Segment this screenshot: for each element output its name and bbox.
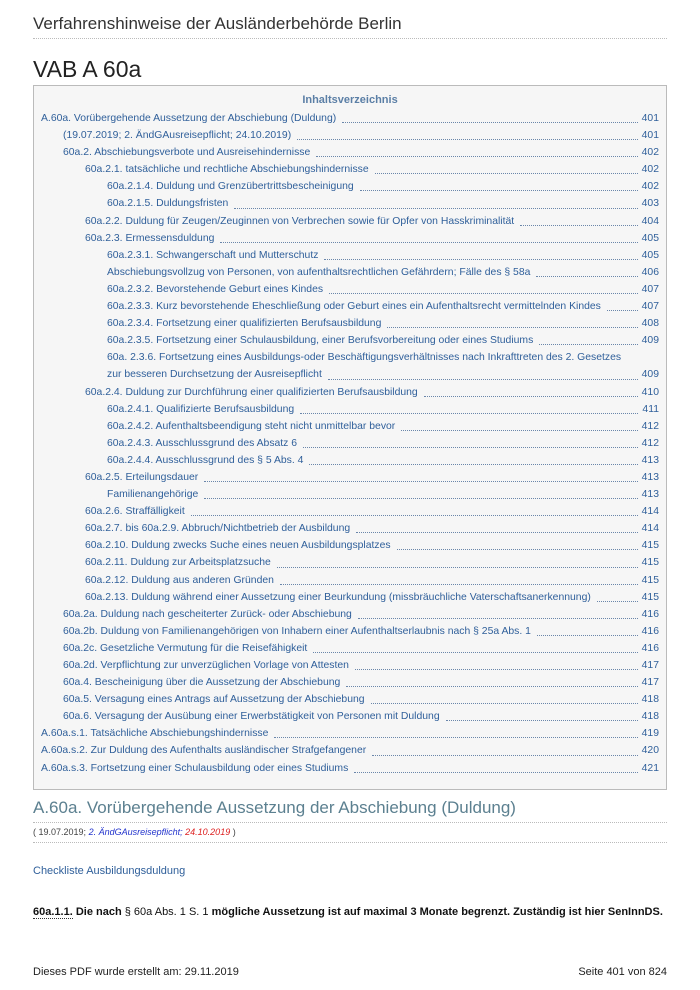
toc-leader-dots <box>313 652 637 653</box>
toc-leader-dots <box>371 703 638 704</box>
toc-entry[interactable] <box>41 298 659 315</box>
toc-entry-label: 60a.2.1. tatsächliche und rechtliche Abschiebungshindernisse <box>85 164 369 176</box>
toc-list <box>41 110 659 349</box>
toc-leader-dots <box>280 584 638 585</box>
footer-created-date: Dieses PDF wurde erstellt am: 29.11.2019 <box>33 966 239 978</box>
toc-leader-dots <box>356 532 638 533</box>
toc-entry-page: 415 <box>641 591 659 603</box>
toc-leader-dots <box>597 601 638 602</box>
toc-entry-label-line2: zur besseren Durchsetzung der Ausreisepflicht <box>107 369 322 381</box>
toc-entry-label: 60a.2.10. Duldung zwecks Suche eines neuen Ausbildungsplatzes <box>85 540 391 552</box>
paragraph-legal-ref: § 60a Abs. 1 S. 1 <box>124 906 209 918</box>
table-of-contents <box>33 85 667 790</box>
toc-entry-page: 407 <box>641 283 659 295</box>
toc-entry[interactable] <box>41 418 659 435</box>
toc-entry-label: 60a.2.13. Duldung während einer Aussetzung einer Beurkundung (missbräuchliche Vaterschaftsanerkennung) <box>85 591 591 603</box>
toc-entry[interactable] <box>41 572 659 589</box>
toc-entry[interactable] <box>41 178 659 195</box>
toc-entry[interactable] <box>41 281 659 298</box>
toc-entry[interactable] <box>41 332 659 349</box>
toc-entry-label: 60a.2.6. Straffälligkeit <box>85 506 185 518</box>
toc-entry-label: 60a.2. Abschiebungsverbote und Ausreisehindernisse <box>63 147 311 159</box>
version-line <box>33 826 236 838</box>
toc-leader-dots <box>354 772 637 773</box>
footer-page-number: Seite 401 von 824 <box>578 966 667 978</box>
toc-entry[interactable] <box>41 708 659 725</box>
toc-entry-label: A.60a. Vorübergehende Aussetzung der Abschiebung (Duldung) <box>41 113 337 124</box>
toc-entry-label: 60a.2.4.4. Ausschlussgrund des § 5 Abs. 4 <box>107 454 304 466</box>
toc-entry-label: 60a.5. Versagung eines Antrags auf Aussetzung der Abschiebung <box>63 694 365 706</box>
toc-leader-dots <box>300 413 638 414</box>
toc-leader-dots <box>375 173 638 174</box>
toc-entry-page: 415 <box>641 540 659 552</box>
toc-leader-dots <box>297 139 637 140</box>
toc-entry-label: A.60a.s.1. Tatsächliche Abschiebungshindernisse <box>41 728 269 740</box>
header-divider <box>33 38 667 39</box>
toc-entry-page: 416 <box>641 642 659 654</box>
toc-entry-page: 409 <box>641 335 659 347</box>
toc-entry-page: 420 <box>641 745 659 757</box>
toc-entry-label: A.60a.s.3. Fortsetzung einer Schulausbildung oder eines Studiums <box>41 762 349 774</box>
toc-leader-dots <box>329 293 638 294</box>
toc-entry-label: 60a.2b. Duldung von Familienangehörigen von Inhabern einer Aufenthaltserlaubnis nach § 25a Abs. 1 <box>63 625 531 637</box>
toc-entry-label: 60a.2.3.1. Schwangerschaft und Mutterschutz <box>107 249 319 261</box>
toc-entry[interactable] <box>41 589 659 606</box>
toc-entry[interactable] <box>41 623 659 640</box>
toc-entry-label: 60a.2.11. Duldung zur Arbeitsplatzsuche <box>85 557 271 569</box>
toc-entry-page: 415 <box>641 557 659 569</box>
toc-entry-label: 60a.2d. Verpflichtung zur unverzüglichen Vorlage von Attesten <box>63 660 349 671</box>
toc-entry-page: 412 <box>641 420 659 432</box>
toc-entry[interactable] <box>41 657 659 674</box>
toc-entry-page: 402 <box>641 181 659 193</box>
toc-entry-page: 418 <box>641 694 659 706</box>
toc-leader-dots <box>539 344 637 345</box>
toc-entry-label: 60a.2.7. bis 60a.2.9. Abbruch/Nichtbetrieb der Ausbildung <box>85 523 351 535</box>
toc-leader-dots <box>274 737 637 738</box>
toc-entry-label: 60a.4. Bescheinigung über die Aussetzung der Abschiebung <box>63 677 341 689</box>
toc-entry-label: (19.07.2019; 2. ÄndGAusreisepflicht; 24.10.2019) <box>63 130 292 142</box>
toc-leader-dots <box>324 259 637 260</box>
toc-entry-page: 413 <box>641 471 659 483</box>
toc-entry-page: 402 <box>641 164 659 176</box>
toc-entry-label: Abschiebungsvollzug von Personen, von aufenthaltsrechtlichen Gefährdern; Fälle des § 58a <box>107 266 531 278</box>
version-open: ( <box>33 827 36 837</box>
toc-entry-page: 413 <box>641 489 659 501</box>
document-title: VAB A 60a <box>33 56 142 82</box>
header-title: Verfahrenshinweise der Ausländerbehörde Berlin <box>33 14 402 33</box>
page-header <box>33 13 667 39</box>
toc-entry-page: 416 <box>641 625 659 637</box>
toc-entry-page: 417 <box>641 660 659 671</box>
version-law-link[interactable]: 2. ÄndGAusreisepflicht; <box>88 827 183 837</box>
toc-leader-dots <box>277 567 638 568</box>
paragraph-number[interactable]: 60a.1.1. <box>33 906 73 918</box>
toc-leader-dots <box>424 396 638 397</box>
section-title: A.60a. Vorübergehende Aussetzung der Abschiebung (Duldung) <box>33 798 516 817</box>
toc-leader-dots <box>520 225 638 226</box>
version-divider <box>33 842 667 843</box>
toc-entry-page: 402 <box>641 147 659 159</box>
toc-leader-dots <box>537 635 638 636</box>
toc-heading: Inhaltsverzeichnis <box>302 94 398 106</box>
toc-leader-dots <box>309 464 637 465</box>
toc-entry-label: 60a.2.3.5. Fortsetzung einer Schulausbildung, einer Berufsvorbereitung oder eines Studiums <box>107 335 534 347</box>
toc-entry-label: 60a.2.4.3. Ausschlussgrund des Absatz 6 <box>107 437 298 449</box>
toc-entry[interactable] <box>41 503 659 520</box>
toc-leader-dots <box>342 122 637 123</box>
toc-entry[interactable] <box>41 161 659 178</box>
toc-leader-dots <box>303 447 638 448</box>
paragraph-text-2: mögliche Aussetzung ist auf maximal 3 Monate begrenzt. Zuständig ist hier SenInnDS. <box>211 906 663 918</box>
toc-entry-page: 410 <box>641 386 659 398</box>
version-date: 19.07.2019; <box>38 827 87 837</box>
toc-entry[interactable] <box>41 401 659 418</box>
toc-leader-dots <box>220 242 637 243</box>
toc-entry-page: 401 <box>641 113 659 124</box>
toc-entry-page: 405 <box>641 249 659 261</box>
toc-leader-dots <box>387 327 637 328</box>
toc-entry-label: 60a.6. Versagung der Ausübung einer Erwerbstätigkeit von Personen mit Duldung <box>63 711 440 723</box>
toc-entry[interactable] <box>41 486 659 503</box>
toc-list <box>41 384 659 777</box>
toc-entry-page: 415 <box>641 574 659 586</box>
toc-entry-label-line1: 60a. 2.3.6. Fortsetzung eines Ausbildungs-oder Beschäftigungsverhältnisses nach Inkrafttreten des 2. Gesetzes <box>107 352 622 364</box>
checklist-link[interactable]: Checkliste Ausbildungsduldung <box>33 865 186 877</box>
toc-entry[interactable] <box>41 213 659 230</box>
toc-entry[interactable] <box>41 247 659 264</box>
version-close: ) <box>232 827 236 837</box>
toc-entry[interactable] <box>41 691 659 708</box>
toc-entry-label: Familienangehörige <box>107 489 199 501</box>
toc-entry-label: 60a.2.1.5. Duldungsfristen <box>107 198 229 210</box>
toc-entry-page: 411 <box>642 403 659 415</box>
toc-entry[interactable] <box>41 315 659 332</box>
toc-entry-label: A.60a.s.2. Zur Duldung des Aufenthalts ausländischer Strafgefangener <box>41 745 367 757</box>
toc-entry-page: 416 <box>641 608 659 620</box>
toc-entry-page: 405 <box>641 232 659 244</box>
toc-entry-page: 413 <box>641 454 659 466</box>
toc-leader-dots <box>401 430 637 431</box>
toc-entry[interactable] <box>41 674 659 691</box>
toc-entry-label: 60a.2.2. Duldung für Zeugen/Zeuginnen von Verbrechen sowie für Opfer von Hasskriminalität <box>85 215 515 227</box>
toc-leader-dots <box>328 379 638 380</box>
toc-leader-dots <box>346 686 637 687</box>
toc-entry[interactable] <box>41 725 659 742</box>
toc-entry[interactable] <box>41 349 659 383</box>
toc-entry[interactable] <box>41 520 659 537</box>
toc-leader-dots <box>191 515 638 516</box>
toc-leader-dots <box>204 498 637 499</box>
toc-entry[interactable] <box>41 452 659 469</box>
toc-entry-label: 60a.2.1.4. Duldung und Grenzübertrittsbescheinigung <box>107 181 354 193</box>
toc-leader-dots <box>316 156 637 157</box>
toc-entry-label: 60a.2.3.2. Bevorstehende Geburt eines Kindes <box>107 283 324 295</box>
toc-entry[interactable] <box>41 435 659 452</box>
toc-entry-page: 414 <box>641 506 659 518</box>
toc-entry-label: 60a.2.5. Erteilungsdauer <box>85 471 199 483</box>
toc-entry-label: 60a.2.3.3. Kurz bevorstehende Eheschließung oder Geburt eines ein Aufenthaltsrecht vermittelnden Kindes <box>107 301 601 313</box>
toc-entry-page: 417 <box>641 677 659 689</box>
toc-entry[interactable] <box>41 144 659 161</box>
toc-entry-label: 60a.2.3.4. Fortsetzung einer qualifizierten Berufsausbildung <box>107 318 382 330</box>
toc-leader-dots <box>360 190 638 191</box>
toc-entry-label: 60a.2.3. Ermessensduldung <box>85 232 215 244</box>
toc-entry-label: 60a.2.12. Duldung aus anderen Gründen <box>85 574 274 586</box>
toc-leader-dots <box>234 208 637 209</box>
toc-entry-page: 401 <box>641 130 659 142</box>
toc-entry[interactable] <box>41 742 659 759</box>
section-divider <box>33 822 667 823</box>
toc-leader-dots <box>536 276 637 277</box>
toc-entry[interactable] <box>41 110 659 127</box>
toc-entry-label: 60a.2.4. Duldung zur Durchführung einer qualifizierten Berufsausbildung <box>85 386 418 398</box>
toc-entry[interactable] <box>41 195 659 212</box>
toc-entry[interactable] <box>41 640 659 657</box>
toc-entry[interactable] <box>41 537 659 554</box>
toc-entry[interactable] <box>41 264 659 281</box>
toc-entry-label: 60a.2c. Gesetzliche Vermutung für die Reisefähigkeit <box>63 642 308 654</box>
toc-entry-page: 406 <box>641 266 659 278</box>
toc-entry-page: 418 <box>641 711 659 723</box>
paragraph-text-1: Die nach <box>75 906 122 918</box>
toc-entry-page: 421 <box>641 762 659 774</box>
toc-entry-page: 407 <box>641 301 659 313</box>
toc-leader-dots <box>446 720 638 721</box>
toc-entry[interactable] <box>41 606 659 623</box>
toc-entry-page: 408 <box>641 318 659 330</box>
toc-leader-dots <box>397 549 638 550</box>
toc-entry[interactable] <box>41 230 659 247</box>
paragraph-60a-1-1 <box>33 904 667 921</box>
toc-leader-dots <box>358 618 638 619</box>
toc-entry[interactable] <box>41 760 659 777</box>
toc-entry-page: 403 <box>641 198 659 210</box>
toc-entry-page: 412 <box>641 437 659 449</box>
toc-entry-page: 409 <box>641 369 659 381</box>
toc-entry-label: 60a.2.4.1. Qualifizierte Berufsausbildung <box>107 403 295 415</box>
toc-entry-page: 414 <box>641 523 659 535</box>
toc-leader-dots <box>372 755 637 756</box>
toc-entry-label: 60a.2.4.2. Aufenthaltsbeendigung steht nicht unmittelbar bevor <box>107 420 396 432</box>
toc-entry[interactable] <box>41 469 659 486</box>
toc-entry-page: 404 <box>641 215 659 227</box>
toc-entry-page: 419 <box>641 728 659 740</box>
toc-entry-label: 60a.2a. Duldung nach gescheiterter Zurück- oder Abschiebung <box>63 608 352 620</box>
toc-entry[interactable] <box>41 384 659 401</box>
toc-leader-dots <box>355 669 638 670</box>
toc-entry[interactable] <box>41 554 659 571</box>
version-date-changed: 24.10.2019 <box>185 827 231 837</box>
toc-entry[interactable] <box>41 127 659 144</box>
toc-leader-dots <box>607 310 638 311</box>
toc-leader-dots <box>204 481 637 482</box>
